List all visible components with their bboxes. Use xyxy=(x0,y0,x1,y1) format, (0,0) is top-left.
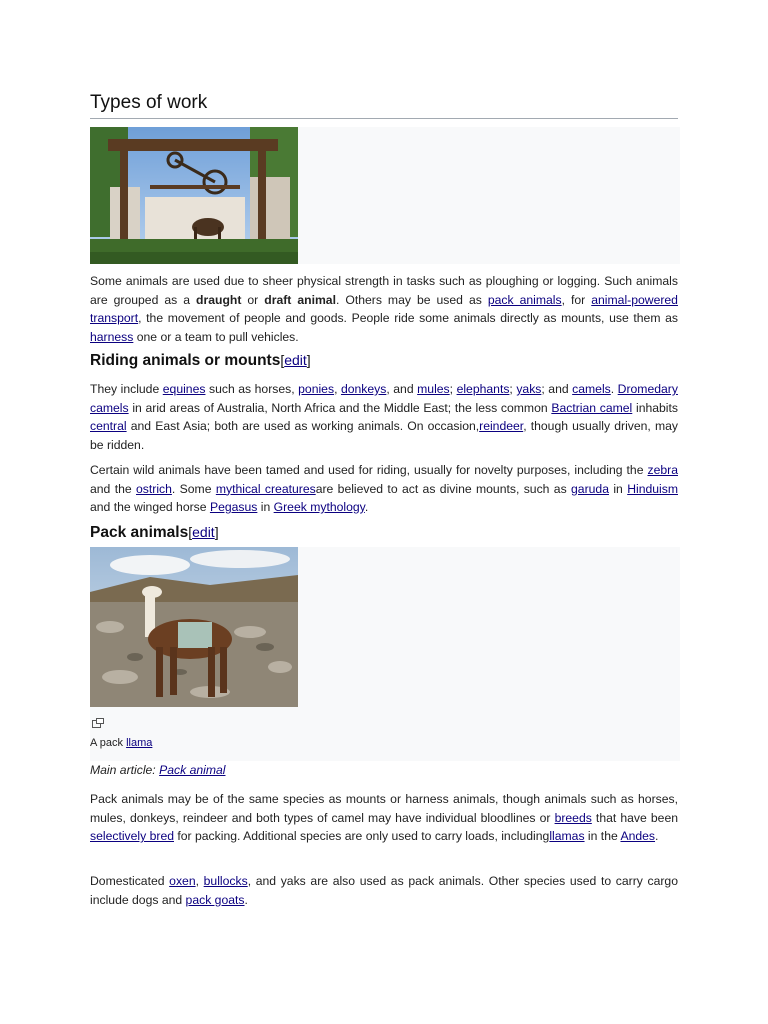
link-hinduism[interactable]: Hinduism xyxy=(627,481,678,496)
link-pack-animal[interactable]: Pack animal xyxy=(159,763,226,777)
pack-llama-image[interactable] xyxy=(90,547,298,707)
link-pack-animals[interactable]: pack animals xyxy=(487,292,562,307)
link-ostrich[interactable]: ostrich xyxy=(136,481,172,496)
link-breeds[interactable]: breeds xyxy=(554,810,592,825)
link-mythical-creatures[interactable]: mythical creatures xyxy=(215,481,316,496)
figure-caption: A pack llama xyxy=(90,737,153,749)
link-mules[interactable]: mules xyxy=(417,382,450,396)
heading-riding-animals: Riding animals or mounts[edit] xyxy=(90,352,311,369)
link-greek-mythology[interactable]: Greek mythology xyxy=(273,500,365,514)
link-oxen[interactable]: oxen xyxy=(169,874,196,888)
enlarge-icon[interactable] xyxy=(92,718,104,728)
link-equines[interactable]: equines xyxy=(162,382,206,396)
link-donkeys[interactable]: donkeys xyxy=(340,382,387,396)
edit-link-riding[interactable]: edit xyxy=(284,352,307,368)
link-andes[interactable]: Andes xyxy=(620,829,656,843)
pack-paragraph-2: Domesticated oxen, bullocks, and yaks are also used as pack animals. Other species used to carry cargo include dogs and pack goats. xyxy=(90,874,678,907)
link-pegasus[interactable]: Pegasus xyxy=(209,500,258,514)
intro-paragraph: Some animals are used due to sheer physical strength in tasks such as ploughing or logging. Such animals are grouped as a draught or draft animal. Others may be used as pack animals, for animal-powered transport, the movement of people and goods. People ride some animals directly as mounts, use them as harness one or a team to pull vehicles. xyxy=(90,274,678,344)
link-ponies[interactable]: ponies xyxy=(298,382,335,396)
link-yaks[interactable]: yaks xyxy=(516,382,542,396)
main-article-note: Main article: Pack animal xyxy=(90,763,226,777)
link-bactrian-camel[interactable]: Bactrian camel xyxy=(551,400,633,415)
link-llama[interactable]: llama xyxy=(126,737,153,749)
link-central[interactable]: central xyxy=(90,419,127,433)
edit-link-pack[interactable]: edit xyxy=(192,524,215,540)
riding-paragraph-2: Certain wild animals have been tamed and used for riding, usually for novelty purposes, including the zebra and the ostrich. Some mythical creaturesare believed to act as divine mounts, such as garuda in Hinduism and the winged horse Pegasus in Greek mythology. xyxy=(90,463,678,514)
section-title: Types of work xyxy=(90,92,678,119)
link-garuda[interactable]: garuda xyxy=(571,481,609,496)
link-pack-goats[interactable]: pack goats xyxy=(185,892,245,907)
link-zebra[interactable]: zebra xyxy=(647,463,678,477)
riding-paragraph-1: They include equines such as horses, ponies, donkeys, and mules; elephants; yaks; and camels. Dromedary camels in arid areas of Australia, North Africa and the Middle East; the less common Bactrian camel inhabits central and East Asia; both are used as working animals. On occasion,reindeer, though usually driven, may be ridden. xyxy=(90,382,678,452)
link-reindeer[interactable]: reindeer xyxy=(479,419,524,433)
link-elephants[interactable]: elephants xyxy=(456,382,510,396)
link-llamas[interactable]: llamas xyxy=(549,829,585,843)
figure-pack-llama xyxy=(90,547,680,761)
heading-pack-animals: Pack animals[edit] xyxy=(90,524,219,541)
draught-animal-image[interactable] xyxy=(90,127,298,264)
link-animal-powered-transport[interactable]: animal-powered transport xyxy=(90,292,678,325)
link-selectively-bred[interactable]: selectively bred xyxy=(90,829,174,843)
link-bullocks[interactable]: bullocks xyxy=(203,874,248,888)
pack-paragraph-1: Pack animals may be of the same species as mounts or harness animals, though animals such as horses, mules, donkeys, reindeer and both types of camel may have individual bloodlines or breeds that have been selectively bred for packing. Additional species are only used to carry loads, includingllamas in the Andes. xyxy=(90,792,678,843)
figure-draught xyxy=(90,127,680,264)
link-dromedary-camels[interactable]: Dromedary camels xyxy=(90,382,678,415)
link-harness[interactable]: harness xyxy=(90,329,134,344)
link-camels[interactable]: camels xyxy=(572,382,611,396)
